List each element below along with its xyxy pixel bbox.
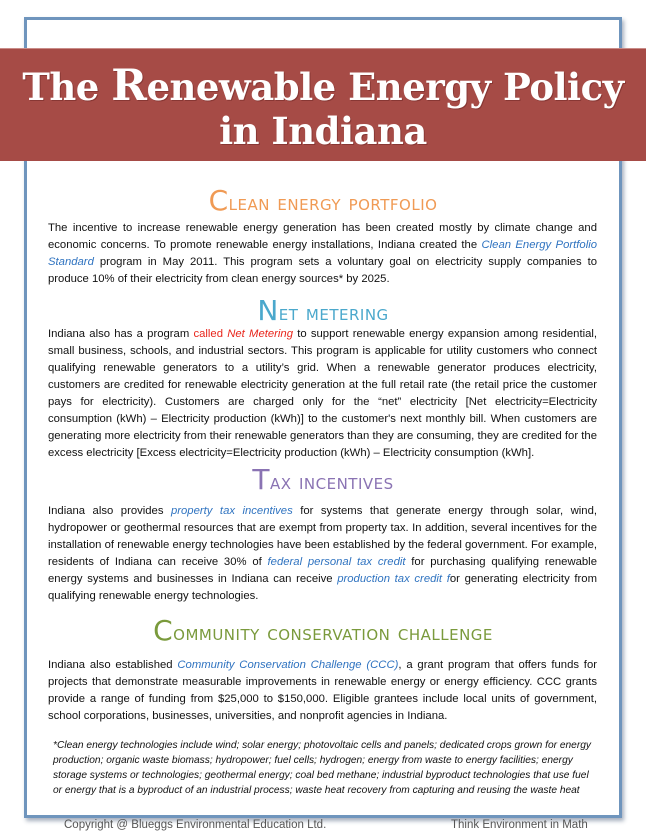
link-production-tax-credit[interactable]: production tax credit f xyxy=(337,573,450,585)
text: Indiana also provides xyxy=(48,505,171,517)
heading-cap: T xyxy=(252,463,270,496)
heading-rest: et metering xyxy=(278,301,389,326)
text: to support renewable energy expansion among residential, small business, schools, and industrial sectors. This program is applicable for utility customers who connect qualifying renewable generators to a utility’s grid. When a renewable generator produces electricity, customers are credited for renewable electricity generation at the full retail rate (the retail price the customer pays for electricity). Customers are charged only for the “net” electricity [Net electricity=Electricity consumption (kWh) – Electricity production (kWh)] to the customer's next monthly bill. When customers are generating more electricity from their renewable generators than they are consuming, they are credited for the excess electricity [Excess electricity=Electricity production (kWh) – Electricity consumption (kWh]. xyxy=(48,328,598,459)
title-banner xyxy=(0,48,646,161)
paragraph-clean-energy xyxy=(48,220,597,288)
heading-cap: C xyxy=(208,184,229,217)
text: for purchasing qualifying renewable energy systems and businesses in Indiana can receive xyxy=(48,556,597,585)
title-part-drop-cap: R xyxy=(111,61,147,111)
heading-rest: lean energy portfolio xyxy=(228,191,438,216)
paragraph-net-metering xyxy=(48,326,597,462)
text: The incentive to increase renewable energy generation has been created mostly by climate change and economic concerns. To promote renewable energy installations, Indiana created the xyxy=(48,222,597,251)
footnote: *Clean energy technologies include wind; solar energy; photovoltaic cells and panels; dedicated crops grown for energy production; organic waste biomass; hydropower; fuel cells; hydrogen; energy from waste to energy facilities; energy storage systems or technologies; geothermal energy; coal bed methane; industrial byproduct technologies that use fuel or energy that is a byproduct of an industrial process; waste heat recovery from capturing and reusing the waste heat xyxy=(53,740,591,796)
text: Indiana also established xyxy=(48,659,178,671)
link-federal-personal-tax-credit[interactable]: federal personal tax credit xyxy=(267,556,406,568)
title-part: The xyxy=(22,65,112,109)
link-community-conservation-challenge[interactable]: Community Conservation Challenge (CCC) xyxy=(177,659,399,671)
footer-tagline: Think Environment in Math xyxy=(451,819,588,831)
text: program in May 2011. This program sets a voluntary goal on electricity supply companies to produce 10% of their electricity from clean energy sources* by 2025. xyxy=(48,256,597,285)
heading-clean-energy-portfolio xyxy=(24,184,622,217)
heading-rest: ommunity conservation challenge xyxy=(173,621,493,646)
title-line-2: in Indiana xyxy=(219,109,427,153)
paragraph-tax-incentives xyxy=(48,503,597,605)
title-part: enewable Energy Policy xyxy=(146,65,624,109)
footer-copyright: Copyright @ Blueggs Environmental Education Ltd. xyxy=(64,819,327,831)
highlight-text: called xyxy=(193,328,228,340)
link-property-tax-incentives[interactable]: property tax incentives xyxy=(170,505,293,517)
paragraph-ccc xyxy=(48,657,597,725)
text: or generating electricity from qualifying renewable energy technologies. xyxy=(48,573,597,602)
text: , a grant program that offers funds for projects that demonstrate measurable improvements in renewable energy or energy efficiency. CCC grants provide a range of funding from $25,000 to $150,000. Eligible grantees include local units of government, school corporations, businesses, universities, and nonprofit agencies in Indiana. xyxy=(48,659,597,722)
heading-tax-incentives xyxy=(24,463,622,496)
title-line-1 xyxy=(0,61,646,111)
heading-community-conservation-challenge xyxy=(24,614,622,647)
highlight-net-metering: Net Metering xyxy=(227,328,293,340)
text: Indiana also has a program xyxy=(48,328,194,340)
heading-rest: ax incentives xyxy=(269,470,394,495)
heading-net-metering xyxy=(24,294,622,327)
heading-cap: N xyxy=(257,294,279,327)
heading-cap: C xyxy=(153,614,174,647)
link-clean-energy-portfolio-standard[interactable]: Clean Energy Portfolio Standard xyxy=(48,239,597,268)
text: for systems that generate energy through solar, wind, hydropower or geothermal resources that are exempt from property tax. In addition, several incentives for the installation of renewable energy technologies have been established by the federal government. For example, residents of Indiana can receive 30% of xyxy=(48,505,597,568)
